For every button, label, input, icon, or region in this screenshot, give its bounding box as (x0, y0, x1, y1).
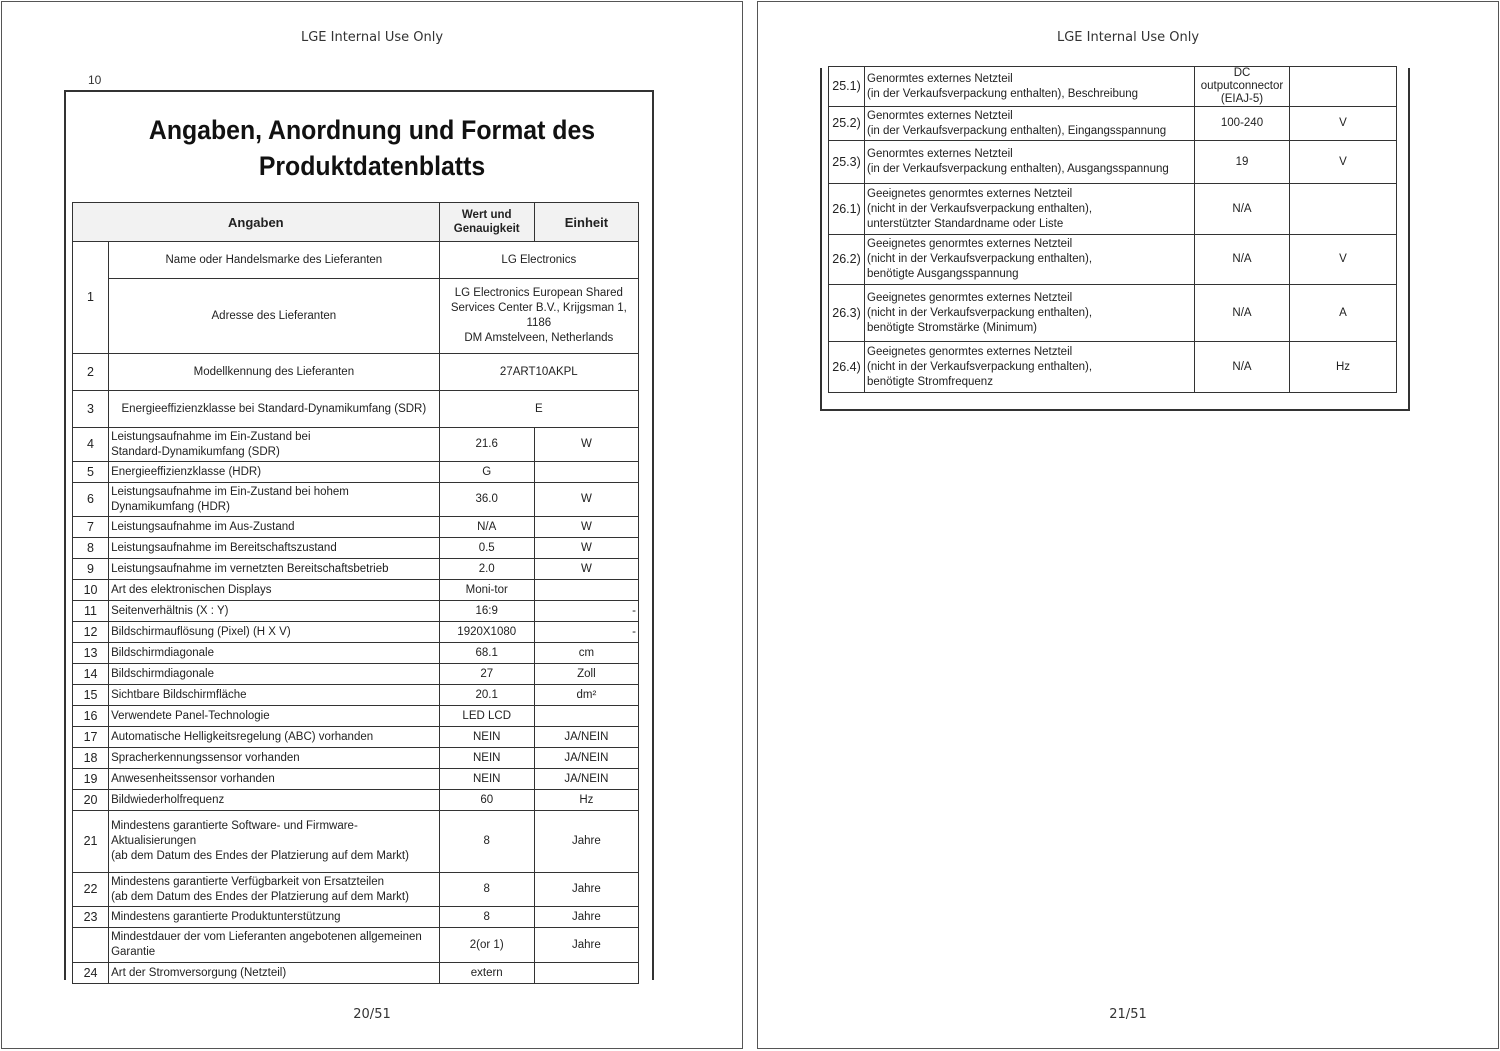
row-unit: V (1290, 235, 1397, 285)
header-einheit: Einheit (534, 203, 638, 242)
table-row (73, 706, 639, 727)
table-row (829, 107, 1397, 141)
row-number: 9 (73, 559, 109, 580)
row-unit: Zoll (534, 664, 638, 685)
row-value: 36.0 (439, 483, 534, 517)
row-number: 14 (73, 664, 109, 685)
table-row (73, 907, 639, 928)
row-value: 21.6 (439, 428, 534, 462)
row-unit (534, 580, 638, 601)
row-value: N/A (1195, 285, 1290, 342)
table-row (829, 184, 1397, 235)
row-number: 24 (73, 963, 109, 984)
table-row (73, 483, 639, 517)
table-row (73, 517, 639, 538)
row-number: 25.1) (829, 67, 865, 107)
row-label: Bildschirmauflösung (Pixel) (H X V) (109, 622, 440, 643)
row-label: Art der Stromversorgung (Netzteil) (109, 963, 440, 984)
row-label: Geeignetes genormtes externes Netzteil (nicht in der Verkaufsverpackung enthalten), benötigte Stromstärke (Minimum) (865, 285, 1195, 342)
row-label: Bildschirmdiagonale (109, 643, 440, 664)
row-value: 100-240 (1195, 107, 1290, 141)
row-unit: Jahre (534, 811, 638, 873)
row-number: 5 (73, 462, 109, 483)
row-label: Geeignetes genormtes externes Netzteil (nicht in der Verkaufsverpackung enthalten), benötigte Stromfrequenz (865, 342, 1195, 393)
row-unit: V (1290, 107, 1397, 141)
row-number: 20 (73, 790, 109, 811)
table-row (73, 391, 639, 428)
row-unit: JA/NEIN (534, 727, 638, 748)
row-label: Leistungsaufnahme im Ein-Zustand bei Standard-Dynamikumfang (SDR) (109, 428, 440, 462)
row-label: Seitenverhältnis (X : Y) (109, 601, 440, 622)
row-label: Art des elektronischen Displays (109, 580, 440, 601)
row-value: extern (439, 963, 534, 984)
row-unit: W (534, 517, 638, 538)
page-header: LGE Internal Use Only (300, 30, 444, 45)
table-row (73, 643, 639, 664)
row-label: Genormtes externes Netzteil (in der Verkaufsverpackung enthalten), Beschreibung (865, 67, 1195, 107)
row-number: 1 (73, 242, 109, 354)
row-value: Moni-tor (439, 580, 534, 601)
row-number: 26.2) (829, 235, 865, 285)
row-number: 11 (73, 601, 109, 622)
row-label: Energieeffizienzklasse bei Standard-Dynamikumfang (SDR) (109, 391, 440, 428)
row-label: Leistungsaufnahme im vernetzten Bereitschaftsbetrieb (109, 559, 440, 580)
row-number: 6 (73, 483, 109, 517)
table-row (73, 580, 639, 601)
row-label: Geeignetes genormtes externes Netzteil (nicht in der Verkaufsverpackung enthalten), benötigte Ausgangsspannung (865, 235, 1195, 285)
row-label: Spracherkennungssensor vorhanden (109, 748, 440, 769)
row-unit: cm (534, 643, 638, 664)
table-row (73, 242, 639, 279)
row-number: 22 (73, 873, 109, 907)
row-number: 21 (73, 811, 109, 873)
row-unit (1290, 184, 1397, 235)
row-value: 8 (439, 811, 534, 873)
row-value: 1920X1080 (439, 622, 534, 643)
row-label: Bildschirmdiagonale (109, 664, 440, 685)
row-value: 68.1 (439, 643, 534, 664)
row-label: Energieeffizienzklasse (HDR) (109, 462, 440, 483)
row-number: 19 (73, 769, 109, 790)
row-unit: V (1290, 141, 1397, 184)
row-number: 25.2) (829, 107, 865, 141)
row-value: DC outputconnector (EIAJ-5) (1195, 67, 1290, 107)
row-number: 26.1) (829, 184, 865, 235)
row-label: Modellkennung des Lieferanten (109, 354, 440, 391)
row-value: 16:9 (439, 601, 534, 622)
table-row (73, 928, 639, 963)
address-line: DM Amstelveen, Netherlands (464, 332, 614, 344)
page-header: LGE Internal Use Only (1056, 30, 1200, 45)
row-number: 15 (73, 685, 109, 706)
row-number: 12 (73, 622, 109, 643)
row-value: 2.0 (439, 559, 534, 580)
row-number: 7 (73, 517, 109, 538)
title-line-1: Angaben, Anordnung und Format des (148, 115, 596, 145)
row-value: LED LCD (439, 706, 534, 727)
row-label: Automatische Helligkeitsregelung (ABC) vorhanden (109, 727, 440, 748)
table-row (73, 963, 639, 984)
address-line: Services Center B.V., Krijgsman 1, 1186 (450, 302, 627, 329)
row-label: Genormtes externes Netzteil (in der Verkaufsverpackung enthalten), Ausgangsspannung (865, 141, 1195, 184)
page-marker: 10 (88, 73, 102, 87)
row-value: 20.1 (439, 685, 534, 706)
row-value: 60 (439, 790, 534, 811)
row-number (73, 928, 109, 963)
table-row (829, 285, 1397, 342)
table-row (73, 685, 639, 706)
table-row (73, 462, 639, 483)
row-value: G (439, 462, 534, 483)
table-row (829, 235, 1397, 285)
row-number: 17 (73, 727, 109, 748)
table-row (73, 559, 639, 580)
row-value: 27ART10AKPL (439, 354, 638, 391)
table-row (73, 873, 639, 907)
page-footer: 21/51 (1109, 1007, 1147, 1022)
address-line: LG Electronics European Shared (454, 287, 623, 299)
row-value: N/A (1195, 235, 1290, 285)
row-unit (534, 963, 638, 984)
table-row (73, 727, 639, 748)
row-unit: A (1290, 285, 1397, 342)
row-value: 0.5 (439, 538, 534, 559)
row-label: Genormtes externes Netzteil (in der Verkaufsverpackung enthalten), Eingangsspannung (865, 107, 1195, 141)
row-unit: - (534, 622, 638, 643)
row-number: 8 (73, 538, 109, 559)
row-label: Mindestens garantierte Produktunterstützung (109, 907, 440, 928)
datasheet-title (32, 112, 713, 184)
row-label: Mindestens garantierte Software- und Firmware-Aktualisierungen (ab dem Datum des Endes der Platzierung auf dem Markt) (109, 811, 440, 873)
row-number: 16 (73, 706, 109, 727)
row-number: 10 (73, 580, 109, 601)
row-label: Sichtbare Bildschirmfläche (109, 685, 440, 706)
row-unit: W (534, 559, 638, 580)
row-label: Mindestdauer der vom Lieferanten angebotenen allgemeinen Garantie (109, 928, 440, 963)
product-datasheet-table (72, 202, 639, 984)
row-unit (534, 462, 638, 483)
row-label: Mindestens garantierte Verfügbarkeit von Ersatzteilen (ab dem Datum des Endes der Platzierung auf dem Markt) (109, 873, 440, 907)
title-line-2: Produktdatenblatts (258, 151, 486, 181)
row-number: 13 (73, 643, 109, 664)
page-footer: 20/51 (353, 1007, 391, 1022)
row-unit: W (534, 483, 638, 517)
row-value: NEIN (439, 769, 534, 790)
row-unit: dm² (534, 685, 638, 706)
row-value: 8 (439, 907, 534, 928)
table-row (829, 342, 1397, 393)
row-value: E (439, 391, 638, 428)
table-row (73, 748, 639, 769)
table-row (73, 538, 639, 559)
table-row (73, 354, 639, 391)
row-value: LG Electronics (439, 242, 638, 279)
row-value: N/A (439, 517, 534, 538)
row-label: Bildwiederholfrequenz (109, 790, 440, 811)
row-label: Leistungsaufnahme im Ein-Zustand bei hohem Dynamikumfang (HDR) (109, 483, 440, 517)
row-unit: W (534, 428, 638, 462)
row-value: NEIN (439, 727, 534, 748)
header-angaben: Angaben (73, 203, 440, 242)
row-value: N/A (1195, 342, 1290, 393)
row-unit: Hz (534, 790, 638, 811)
header-wert: Wert und Genauigkeit (439, 203, 534, 242)
row-number: 2 (73, 354, 109, 391)
table-row (73, 790, 639, 811)
row-number: 4 (73, 428, 109, 462)
table-row (73, 811, 639, 873)
row-label: Geeignetes genormtes externes Netzteil (nicht in der Verkaufsverpackung enthalten), unterstützter Standardname oder Liste (865, 184, 1195, 235)
row-label: Leistungsaufnahme im Bereitschaftszustand (109, 538, 440, 559)
row-label: Verwendete Panel-Technologie (109, 706, 440, 727)
table-row (73, 428, 639, 462)
table-row (73, 622, 639, 643)
row-number: 25.3) (829, 141, 865, 184)
row-unit: JA/NEIN (534, 748, 638, 769)
row-unit: Jahre (534, 928, 638, 963)
row-value: 19 (1195, 141, 1290, 184)
row-number: 3 (73, 391, 109, 428)
table-row (829, 141, 1397, 184)
row-value: 2(or 1) (439, 928, 534, 963)
row-label: Adresse des Lieferanten (109, 279, 440, 354)
row-number: 26.4) (829, 342, 865, 393)
external-power-supply-table (828, 66, 1397, 393)
row-label: Anwesenheitssensor vorhanden (109, 769, 440, 790)
row-unit: Hz (1290, 342, 1397, 393)
row-value: 8 (439, 873, 534, 907)
row-unit: - (534, 601, 638, 622)
table-row (829, 67, 1397, 107)
row-number: 26.3) (829, 285, 865, 342)
row-value: 27 (439, 664, 534, 685)
row-unit (1290, 67, 1397, 107)
table-header-row (73, 203, 639, 242)
table-row (73, 279, 639, 354)
table-row (73, 769, 639, 790)
table-row (73, 664, 639, 685)
row-unit: Jahre (534, 873, 638, 907)
row-unit: W (534, 538, 638, 559)
row-number: 18 (73, 748, 109, 769)
row-label: Name oder Handelsmarke des Lieferanten (109, 242, 440, 279)
table-row (73, 601, 639, 622)
row-label: Leistungsaufnahme im Aus-Zustand (109, 517, 440, 538)
row-number: 23 (73, 907, 109, 928)
row-value: NEIN (439, 748, 534, 769)
row-unit: JA/NEIN (534, 769, 638, 790)
row-value (439, 279, 638, 354)
row-unit (534, 706, 638, 727)
row-value: N/A (1195, 184, 1290, 235)
row-unit: Jahre (534, 907, 638, 928)
